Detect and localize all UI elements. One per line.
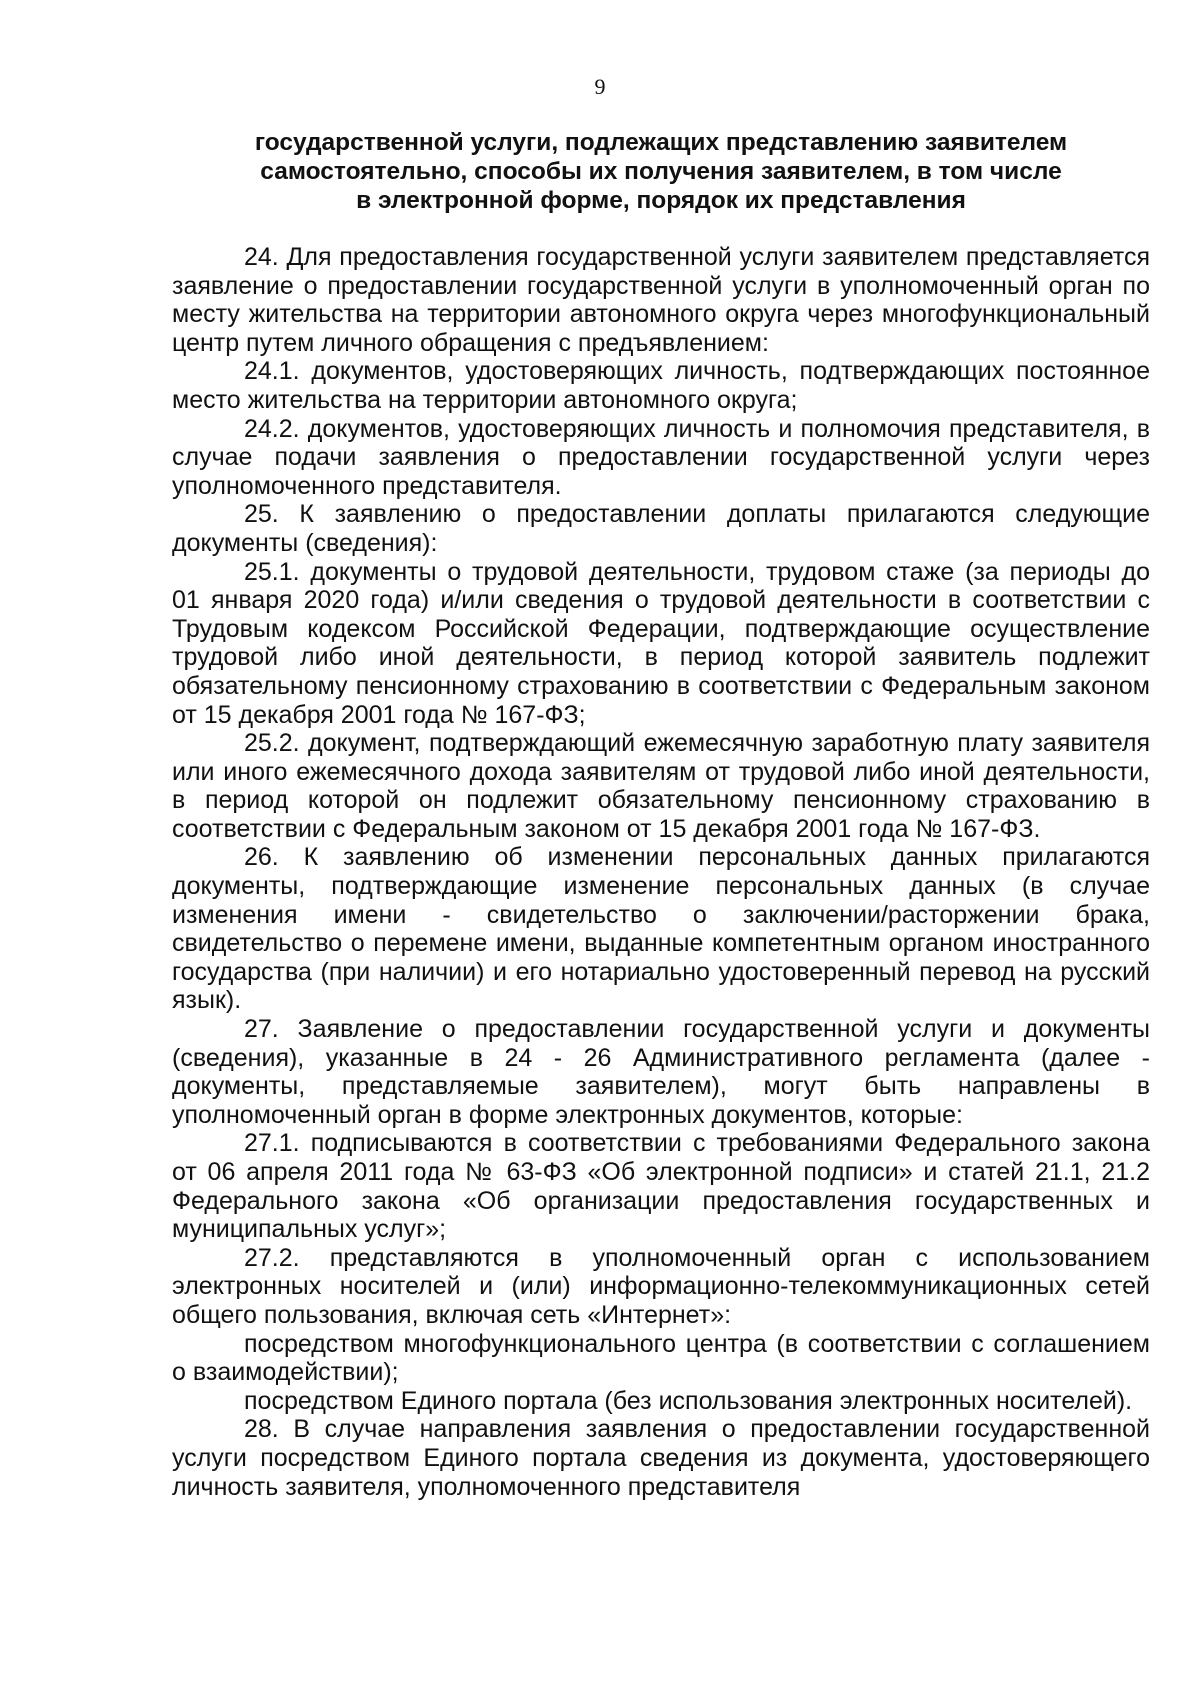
paragraph-24: 24. Для предоставления государственной услуги заявителем представляется заявление о предоставлении государственной услуги в уполномоченный орган по месту жительства на территории автономного округа через многофункциональный центр путем личного обращения с предъявлением:	[172, 243, 1150, 357]
paragraph-mfc-option: посредством многофункционального центра (в соответствии с соглашением о взаимодействии);	[172, 1329, 1150, 1387]
paragraph-27: 27. Заявление о предоставлении государственной услуги и документы (сведения), указанные в 24 - 26 Административного регламента (далее - документы, представляемые заявителем), могут быть направлены в уполномоченный орган в форме электронных документов, которые:	[172, 1015, 1150, 1129]
paragraph-27-1: 27.1. подписываются в соответствии с требованиями Федерального закона от 06 апреля 2011 года № 63-ФЗ «Об электронной подписи» и статей 21.1, 21.2 Федерального закона «Об организации предоставления государственных и муниципальных услуг»;	[172, 1129, 1150, 1244]
paragraph-27-2: 27.2. представляются в уполномоченный орган с использованием электронных носителей и (или) информационно-телекоммуникационных сетей общего пользования, включая сеть «Интернет»:	[172, 1243, 1150, 1329]
paragraph-24-1: 24.1. документов, удостоверяющих личность, подтверждающих постоянное место жительства на территории автономного округа;	[172, 357, 1150, 414]
document-body	[172, 243, 1150, 1501]
paragraph-25: 25. К заявлению о предоставлении доплаты прилагаются следующие документы (сведения):	[172, 500, 1150, 557]
paragraph-24-2: 24.2. документов, удостоверяющих личность и полномочия представителя, в случае подачи заявления о предоставлении государственной услуги через уполномоченного представителя.	[172, 414, 1150, 500]
section-heading	[172, 128, 1150, 215]
page-number: 9	[594, 74, 606, 99]
heading-line: самостоятельно, способы их получения заявителем, в том числе	[260, 158, 1062, 185]
paragraph-26: 26. К заявлению об изменении персональных данных прилагаются документы, подтверждающие изменение персональных данных (в случае изменения имени - свидетельство о заключении/расторжении брака, свидетельство о перемене имени, выданные компетентным органом иностранного государства (при наличии) и его нотариально удостоверенный перевод на русский язык).	[172, 843, 1150, 1015]
heading-line: государственной услуги, подлежащих представлению заявителем	[254, 129, 1068, 156]
paragraph-28: 28. В случае направления заявления о предоставлении государственной услуги посредством Единого портала сведения из документа, удостоверяющего личность заявителя, уполномоченного представителя	[172, 1415, 1150, 1501]
paragraph-25-1: 25.1. документы о трудовой деятельности, трудовом стаже (за периоды до 01 января 2020 года) и/или сведения о трудовой деятельности в соответствии с Трудовым кодексом Российской Федерации, подтверждающие осуществление трудовой либо иной деятельности, в период которой заявитель подлежит обязательному пенсионному страхованию в соответствии с Федеральным законом от 15 декабря 2001 года № 167-ФЗ;	[172, 557, 1150, 729]
paragraph-25-2: 25.2. документ, подтверждающий ежемесячную заработную плату заявителя или иного ежемесячного дохода заявителям от трудовой либо иной деятельности, в период которой он подлежит обязательному пенсионному страхованию в соответствии с Федеральным законом от 15 декабря 2001 года № 167-ФЗ.	[172, 729, 1150, 843]
heading-line: в электронной форме, порядок их представления	[356, 187, 966, 214]
paragraph-portal-option: посредством Единого портала (без использования электронных носителей).	[244, 1386, 1133, 1415]
